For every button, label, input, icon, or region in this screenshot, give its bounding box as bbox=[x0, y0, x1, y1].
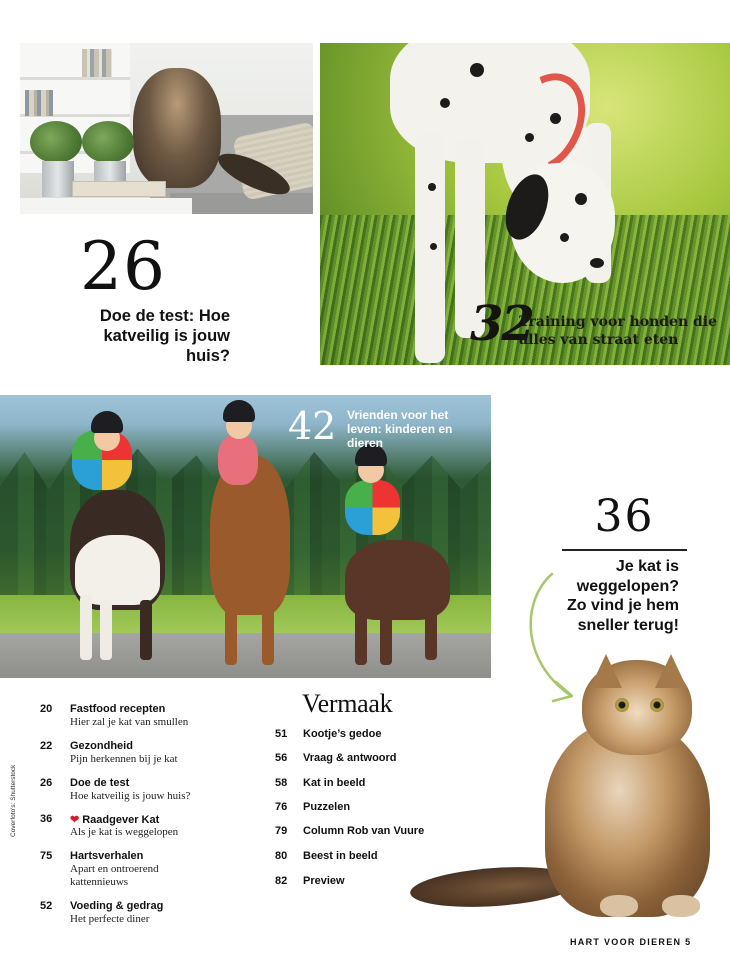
toc-page-number: 75 bbox=[40, 850, 53, 862]
heart-icon: ❤ bbox=[70, 814, 80, 826]
toc-subtitle: Hoe katveilig is jouw huis? bbox=[70, 790, 191, 802]
vermaak-title: Puzzelen bbox=[303, 801, 351, 813]
vermaak-title: Kootje’s gedoe bbox=[303, 728, 382, 740]
toc-title: Hartsverhalen bbox=[70, 850, 144, 862]
feature-divider bbox=[562, 549, 687, 551]
vermaak-page-number: 58 bbox=[275, 777, 288, 789]
feature-headline-cat-safety: Doe de test: Hoe katveilig is jouw huis? bbox=[99, 307, 230, 365]
toc-page-number: 52 bbox=[40, 900, 53, 912]
vermaak-title: Column Rob van Vuure bbox=[303, 825, 425, 837]
toc-page-number: 22 bbox=[40, 740, 53, 752]
vermaak-title: Kat in beeld bbox=[303, 777, 366, 789]
toc-title: Doe de test bbox=[70, 777, 130, 789]
vermaak-title: Vraag & antwoord bbox=[303, 752, 397, 764]
photo-credit: Coverfoto's: Shutterstock bbox=[10, 764, 17, 837]
feature-headline-friends: Vrienden voor het leven: kinderen en dieren bbox=[347, 408, 453, 450]
photo-cat-on-sofa bbox=[20, 43, 313, 214]
vermaak-title: Beest in beeld bbox=[303, 850, 378, 862]
toc-subtitle: Apart en ontroerend bbox=[70, 863, 159, 875]
feature-headline-lost-cat: Je kat is weggelopen? Zo vind je hem sneller terug! bbox=[566, 558, 679, 634]
vermaak-page-number: 80 bbox=[275, 850, 288, 862]
toc-title: Fastfood recepten bbox=[70, 703, 166, 715]
toc-subtitle: Het perfecte diner bbox=[70, 913, 150, 925]
toc-subtitle: Als je kat is weggelopen bbox=[70, 826, 179, 838]
feature-number-26: 26 bbox=[80, 228, 166, 305]
vermaak-title: Preview bbox=[303, 875, 345, 887]
vermaak-page-number: 79 bbox=[275, 825, 288, 837]
vermaak-page-number: 76 bbox=[275, 801, 288, 813]
toc-subtitle: Pijn herkennen bij je kat bbox=[70, 753, 178, 765]
feature-number-32: 32 bbox=[470, 296, 533, 352]
curved-arrow-icon bbox=[520, 570, 600, 710]
feature-number-42: 42 bbox=[288, 404, 337, 448]
toc-subtitle: Hier zal je kat van smullen bbox=[70, 716, 189, 728]
section-title-vermaak: Vermaak bbox=[302, 689, 393, 718]
feature-number-36: 36 bbox=[594, 491, 655, 542]
toc-title: Gezondheid bbox=[70, 740, 133, 752]
vermaak-page-number: 82 bbox=[275, 875, 288, 887]
toc-title: Raadgever Kat bbox=[82, 814, 160, 826]
toc-page-number: 20 bbox=[40, 703, 53, 715]
toc-title-with-icon bbox=[70, 813, 159, 826]
feature-headline-training: Training voor honden die alles van straat eten bbox=[519, 314, 718, 348]
vermaak-page-number: 56 bbox=[275, 752, 288, 764]
vermaak-page-number: 51 bbox=[275, 728, 288, 740]
page-footer: HART VOOR DIEREN 5 bbox=[570, 937, 692, 947]
toc-page-number: 26 bbox=[40, 777, 53, 789]
toc-subtitle-line2: kattennieuws bbox=[70, 876, 129, 888]
toc-page-number: 36 bbox=[40, 813, 53, 825]
toc-title: Voeding & gedrag bbox=[70, 900, 164, 912]
